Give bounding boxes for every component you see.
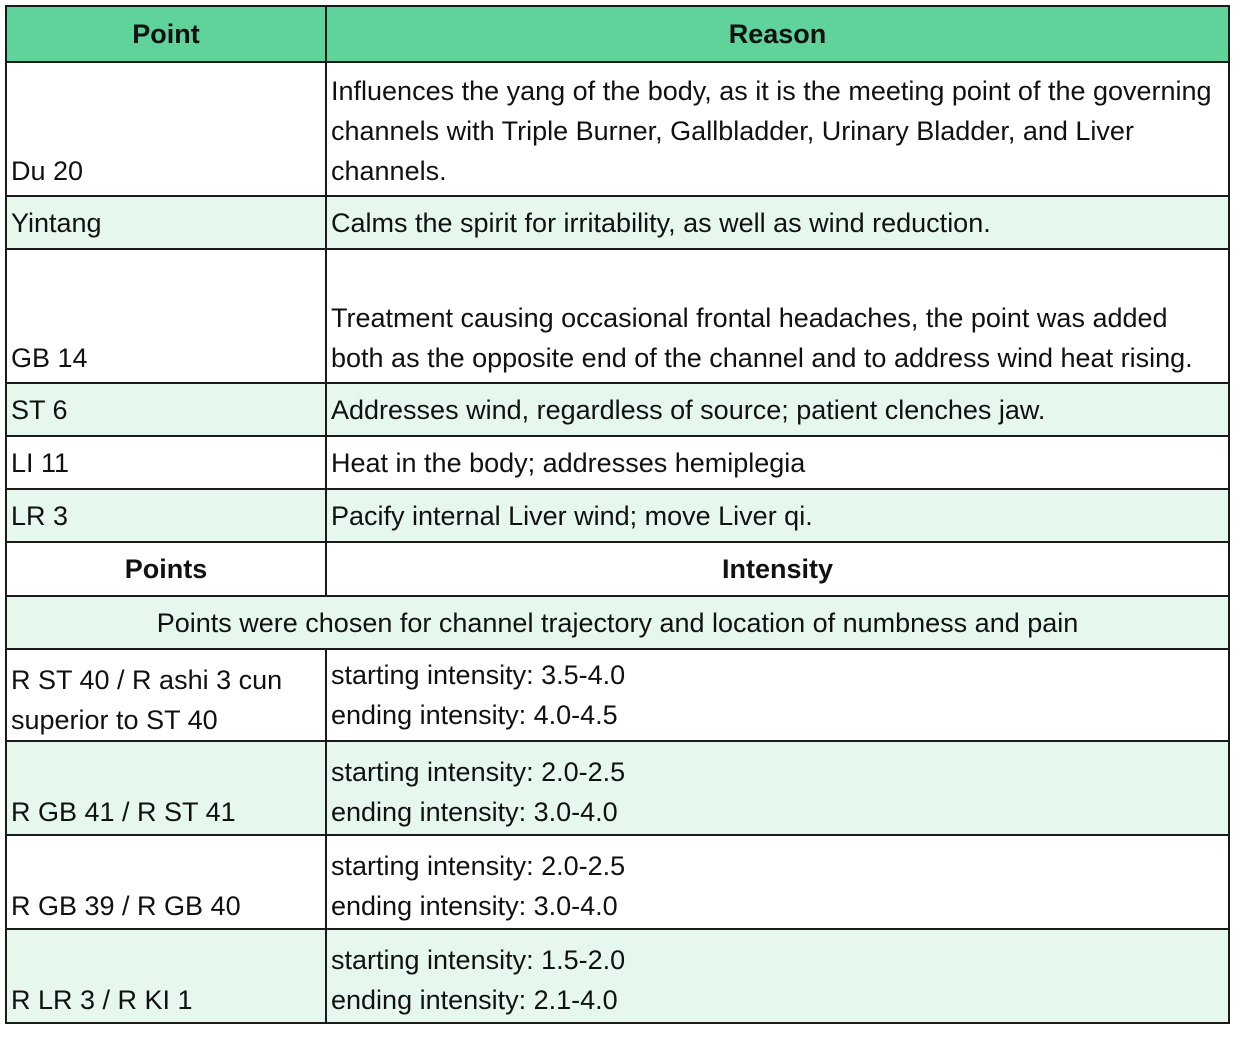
reason-cell: Addresses wind, regardless of source; patient clenches jaw. bbox=[326, 383, 1229, 436]
point-cell: LI 11 bbox=[6, 436, 326, 489]
point-line: R LR 3 / R KI 1 bbox=[11, 985, 193, 1015]
starting-intensity: starting intensity: 3.5-4.0 bbox=[331, 660, 626, 690]
table-header-row bbox=[6, 6, 1229, 62]
intensity-header-row bbox=[6, 542, 1229, 596]
column-header-reason: Reason bbox=[326, 6, 1229, 62]
column-header-points: Points bbox=[6, 542, 326, 596]
intensity-cell bbox=[326, 649, 1229, 741]
table-row bbox=[6, 436, 1229, 489]
starting-intensity: starting intensity: 2.0-2.5 bbox=[331, 851, 626, 881]
starting-intensity: starting intensity: 1.5-2.0 bbox=[331, 945, 626, 975]
table-row bbox=[6, 489, 1229, 542]
intensity-cell bbox=[326, 929, 1229, 1023]
point-cell bbox=[6, 929, 326, 1023]
table-row bbox=[6, 649, 1229, 741]
acupuncture-points-table bbox=[5, 5, 1230, 1024]
table-row bbox=[6, 196, 1229, 249]
point-cell: Yintang bbox=[6, 196, 326, 249]
ending-intensity: ending intensity: 2.1-4.0 bbox=[331, 985, 618, 1015]
table-row bbox=[6, 383, 1229, 436]
point-cell: ST 6 bbox=[6, 383, 326, 436]
reason-cell: Calms the spirit for irritability, as well as wind reduction. bbox=[326, 196, 1229, 249]
table-row bbox=[6, 249, 1229, 383]
ending-intensity: ending intensity: 4.0-4.5 bbox=[331, 700, 618, 730]
point-cell: LR 3 bbox=[6, 489, 326, 542]
table-row bbox=[6, 835, 1229, 929]
table-row bbox=[6, 62, 1229, 196]
table-row bbox=[6, 741, 1229, 835]
point-line: R GB 39 / R GB 40 bbox=[11, 891, 241, 921]
point-cell: Du 20 bbox=[6, 62, 326, 196]
intensity-cell bbox=[326, 835, 1229, 929]
point-cell bbox=[6, 649, 326, 741]
point-cell: GB 14 bbox=[6, 249, 326, 383]
table-row bbox=[6, 929, 1229, 1023]
reason-cell: Heat in the body; addresses hemiplegia bbox=[326, 436, 1229, 489]
ending-intensity: ending intensity: 3.0-4.0 bbox=[331, 797, 618, 827]
ending-intensity: ending intensity: 3.0-4.0 bbox=[331, 891, 618, 921]
point-line: superior to ST 40 bbox=[11, 705, 218, 735]
intensity-cell bbox=[326, 741, 1229, 835]
starting-intensity: starting intensity: 2.0-2.5 bbox=[331, 757, 626, 787]
column-header-intensity: Intensity bbox=[326, 542, 1229, 596]
reason-cell: Influences the yang of the body, as it is the meeting point of the governing channels with Triple Burner, Gallbladder, Urinary Bladder, and Liver channels. bbox=[326, 62, 1229, 196]
column-header-point: Point bbox=[6, 6, 326, 62]
point-cell bbox=[6, 835, 326, 929]
point-line: R ST 40 / R ashi 3 cun bbox=[11, 665, 283, 695]
reason-cell: Pacify internal Liver wind; move Liver qi. bbox=[326, 489, 1229, 542]
point-cell bbox=[6, 741, 326, 835]
selection-note: Points were chosen for channel trajectory and location of numbness and pain bbox=[6, 596, 1229, 649]
reason-cell: Treatment causing occasional frontal headaches, the point was added both as the opposite end of the channel and to address wind heat rising. bbox=[326, 249, 1229, 383]
note-row bbox=[6, 596, 1229, 649]
point-line: R GB 41 / R ST 41 bbox=[11, 797, 236, 827]
